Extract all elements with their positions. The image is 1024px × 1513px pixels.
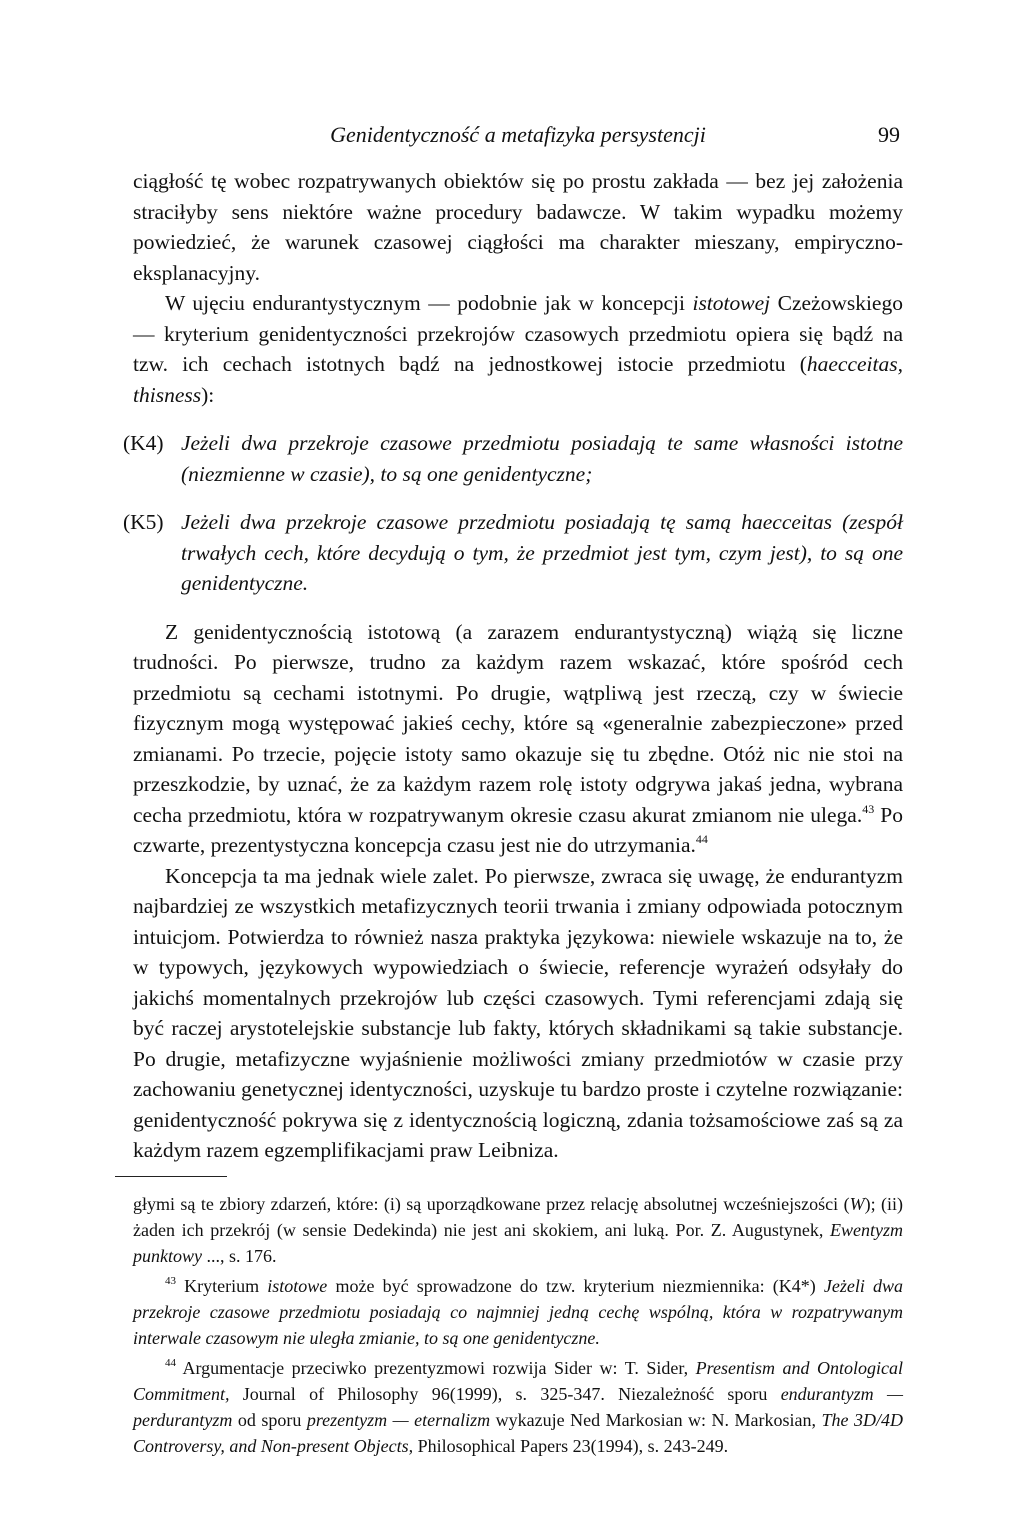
- footnote-44: [133, 1355, 903, 1459]
- running-title: Genidentyczność a metafizyka persystencji: [330, 122, 706, 147]
- footnote-divider: [115, 1176, 227, 1177]
- text-span: Journal of Philosophy 96(1999), s. 325-347. Niezależność sporu: [229, 1383, 781, 1404]
- text-span: W ujęciu endurantystycznym — podobnie jak w koncepcji: [165, 291, 693, 315]
- paragraph-endurantism: [133, 288, 903, 410]
- text-span: Czeżowskiego — kryterium genidentyczności przekrojów czasowych przedmiotu opiera się bądź na tzw. ich cechach istotnych bądź na jednostkowej istocie przedmiotu (: [133, 291, 903, 376]
- text-span: ):: [201, 382, 215, 407]
- thesis-k5: [123, 507, 903, 599]
- paragraph-difficulties: [133, 617, 903, 861]
- footnote-number: 44: [165, 1356, 176, 1369]
- text-span: Po czwarte, prezentystyczna koncepcja czasu jest nie do utrzymania.: [133, 802, 903, 857]
- paragraph-continuation: ciągłość tę wobec rozpatrywanych obiektów się po prostu zakłada — bez jej założenia straciłyby sens niektóre ważne procedury badawcze. W takim wypadku możemy powiedzieć, że warunek czasowej ciągłości ma charakter mieszany, empiryczno-eksplanacyjny.: [133, 169, 903, 285]
- article-title: Presentism and Ontological Commitment,: [133, 1357, 903, 1404]
- page-number: 99: [878, 122, 900, 147]
- text-span: ); (ii) żaden ich przekrój (w sensie Dedekinda) nie jest ani skokiem, ani luką. Por. Z. Augustynek,: [133, 1193, 903, 1240]
- footnote-number: 43: [165, 1274, 176, 1287]
- text-span: od sporu: [232, 1409, 307, 1430]
- italic-term: istotowej: [692, 291, 771, 315]
- footnote-continuation: [133, 1191, 903, 1269]
- thesis-text: Jeżeli dwa przekroje czasowe przedmiotu posiadają tę samą haecceitas (zespół trwałych cech, które decydują o tym, że przedmiot jest tym, czym jest), to są one genidentyczne.: [181, 510, 903, 595]
- footnote-ref-44[interactable]: 44: [695, 832, 708, 846]
- text-span: Kryterium: [176, 1275, 268, 1296]
- text-span: Z genidentycznością istotową (a zarazem endurantystyczną) wiążą się liczne trudności. Po pierwsze, trudno za każdym razem wskazać, które spośród cech przedmiotu są cechami istotnymi. Po drugie, wątpliwą jest rzeczą, czy w świecie fizycznym mogą występować jakieś cechy, które są «generalnie zabezpieczone» przed zmianami. Po trzecie, pojęcie istoty samo okazuje się tu zbędne. Otóż nic nie stoi na przeszkodzie, by uznać, że za każdym razem rolę istoty odgrywa jakaś jedna, wybrana cecha przedmiotu, która w rozpatrywanym okresie czasu akurat zmianom nie ulega.: [133, 619, 903, 827]
- thesis-text: Jeżeli dwa przekroje czasowe przedmiotu posiadają te same własności istotne (niezmienne w czasie), to są one genidentyczne;: [181, 431, 903, 486]
- text-span: Argumentacje przeciwko prezentyzmowi rozwija Sider w: T. Sider,: [176, 1357, 696, 1378]
- text-span: Philosophical Papers 23(1994), s. 243-249.: [413, 1435, 729, 1456]
- paragraph-advantages: Koncepcja ta ma jednak wiele zalet. Po pierwsze, zwraca się uwagę, że endurantyzm najbardziej ze wszystkich metafizycznych teorii trwania i zmiany odpowiada potocznym intuicjom. Potwierdza to również nasza praktyka językowa: niewiele wskazuje na to, że w typowych, językowych wypowiedziach o świecie, referencje wyrażeń odsyłały do jakichś momentalnych przekrojów lub części czasowych. Tymi referencjami zdają się być raczej arystotelejskie substancje lub fakty, których składnikami są takie substancje. Po drugie, metafizyczne wyjaśnienie możliwości zmiany przedmiotów w czasie przy zachowaniu genetycznej identyczności, uzyskuje tu bardzo proste i czytelne rozwiązanie: genidentyczność pokrywa się z identycznością logiczną, zdania tożsamościowe zaś są za każdym razem egzemplifikacjami praw Leibniza.: [133, 863, 903, 1162]
- footnote-43: [133, 1273, 903, 1351]
- text-span: głymi są te zbiory zdarzeń, które: (i) są uporządkowane przez relację absolutnej wcześniejszości (: [133, 1193, 850, 1214]
- italic-term: endurantyzm — perdurantyzm: [133, 1383, 903, 1430]
- italic-term: prezentyzm — eternalizm: [306, 1409, 491, 1430]
- text-span: ..., s. 176.: [202, 1245, 277, 1266]
- footnote-ref-43[interactable]: 43: [862, 801, 875, 816]
- book-page: [123, 118, 904, 1459]
- text-span: może być sprowadzone do tzw. kryterium niezmiennika: (K4*): [327, 1275, 824, 1296]
- text-span: wykazuje Ned Markosian w: N. Markosian,: [490, 1409, 822, 1430]
- thesis-label: (K4): [123, 431, 164, 455]
- italic-term: Jeżeli dwa przekroje czasowe przedmiotu posiadają co najmniej jedną cechę wspólną, która w rozpatrywanym interwale czasowym nie uległa zmianie, to są one genidentyczne.: [133, 1275, 904, 1348]
- running-head: [133, 118, 903, 152]
- thesis-label: (K5): [123, 510, 164, 534]
- italic-term: W: [849, 1193, 865, 1214]
- thesis-k4: [123, 428, 903, 489]
- book-title: Ewentyzm punktowy: [133, 1219, 903, 1266]
- italic-term: haecceitas, thisness: [133, 352, 903, 407]
- italic-term: istotowe: [267, 1275, 328, 1296]
- article-title: The 3D/4D Controversy, and Non-present Objects,: [133, 1409, 904, 1456]
